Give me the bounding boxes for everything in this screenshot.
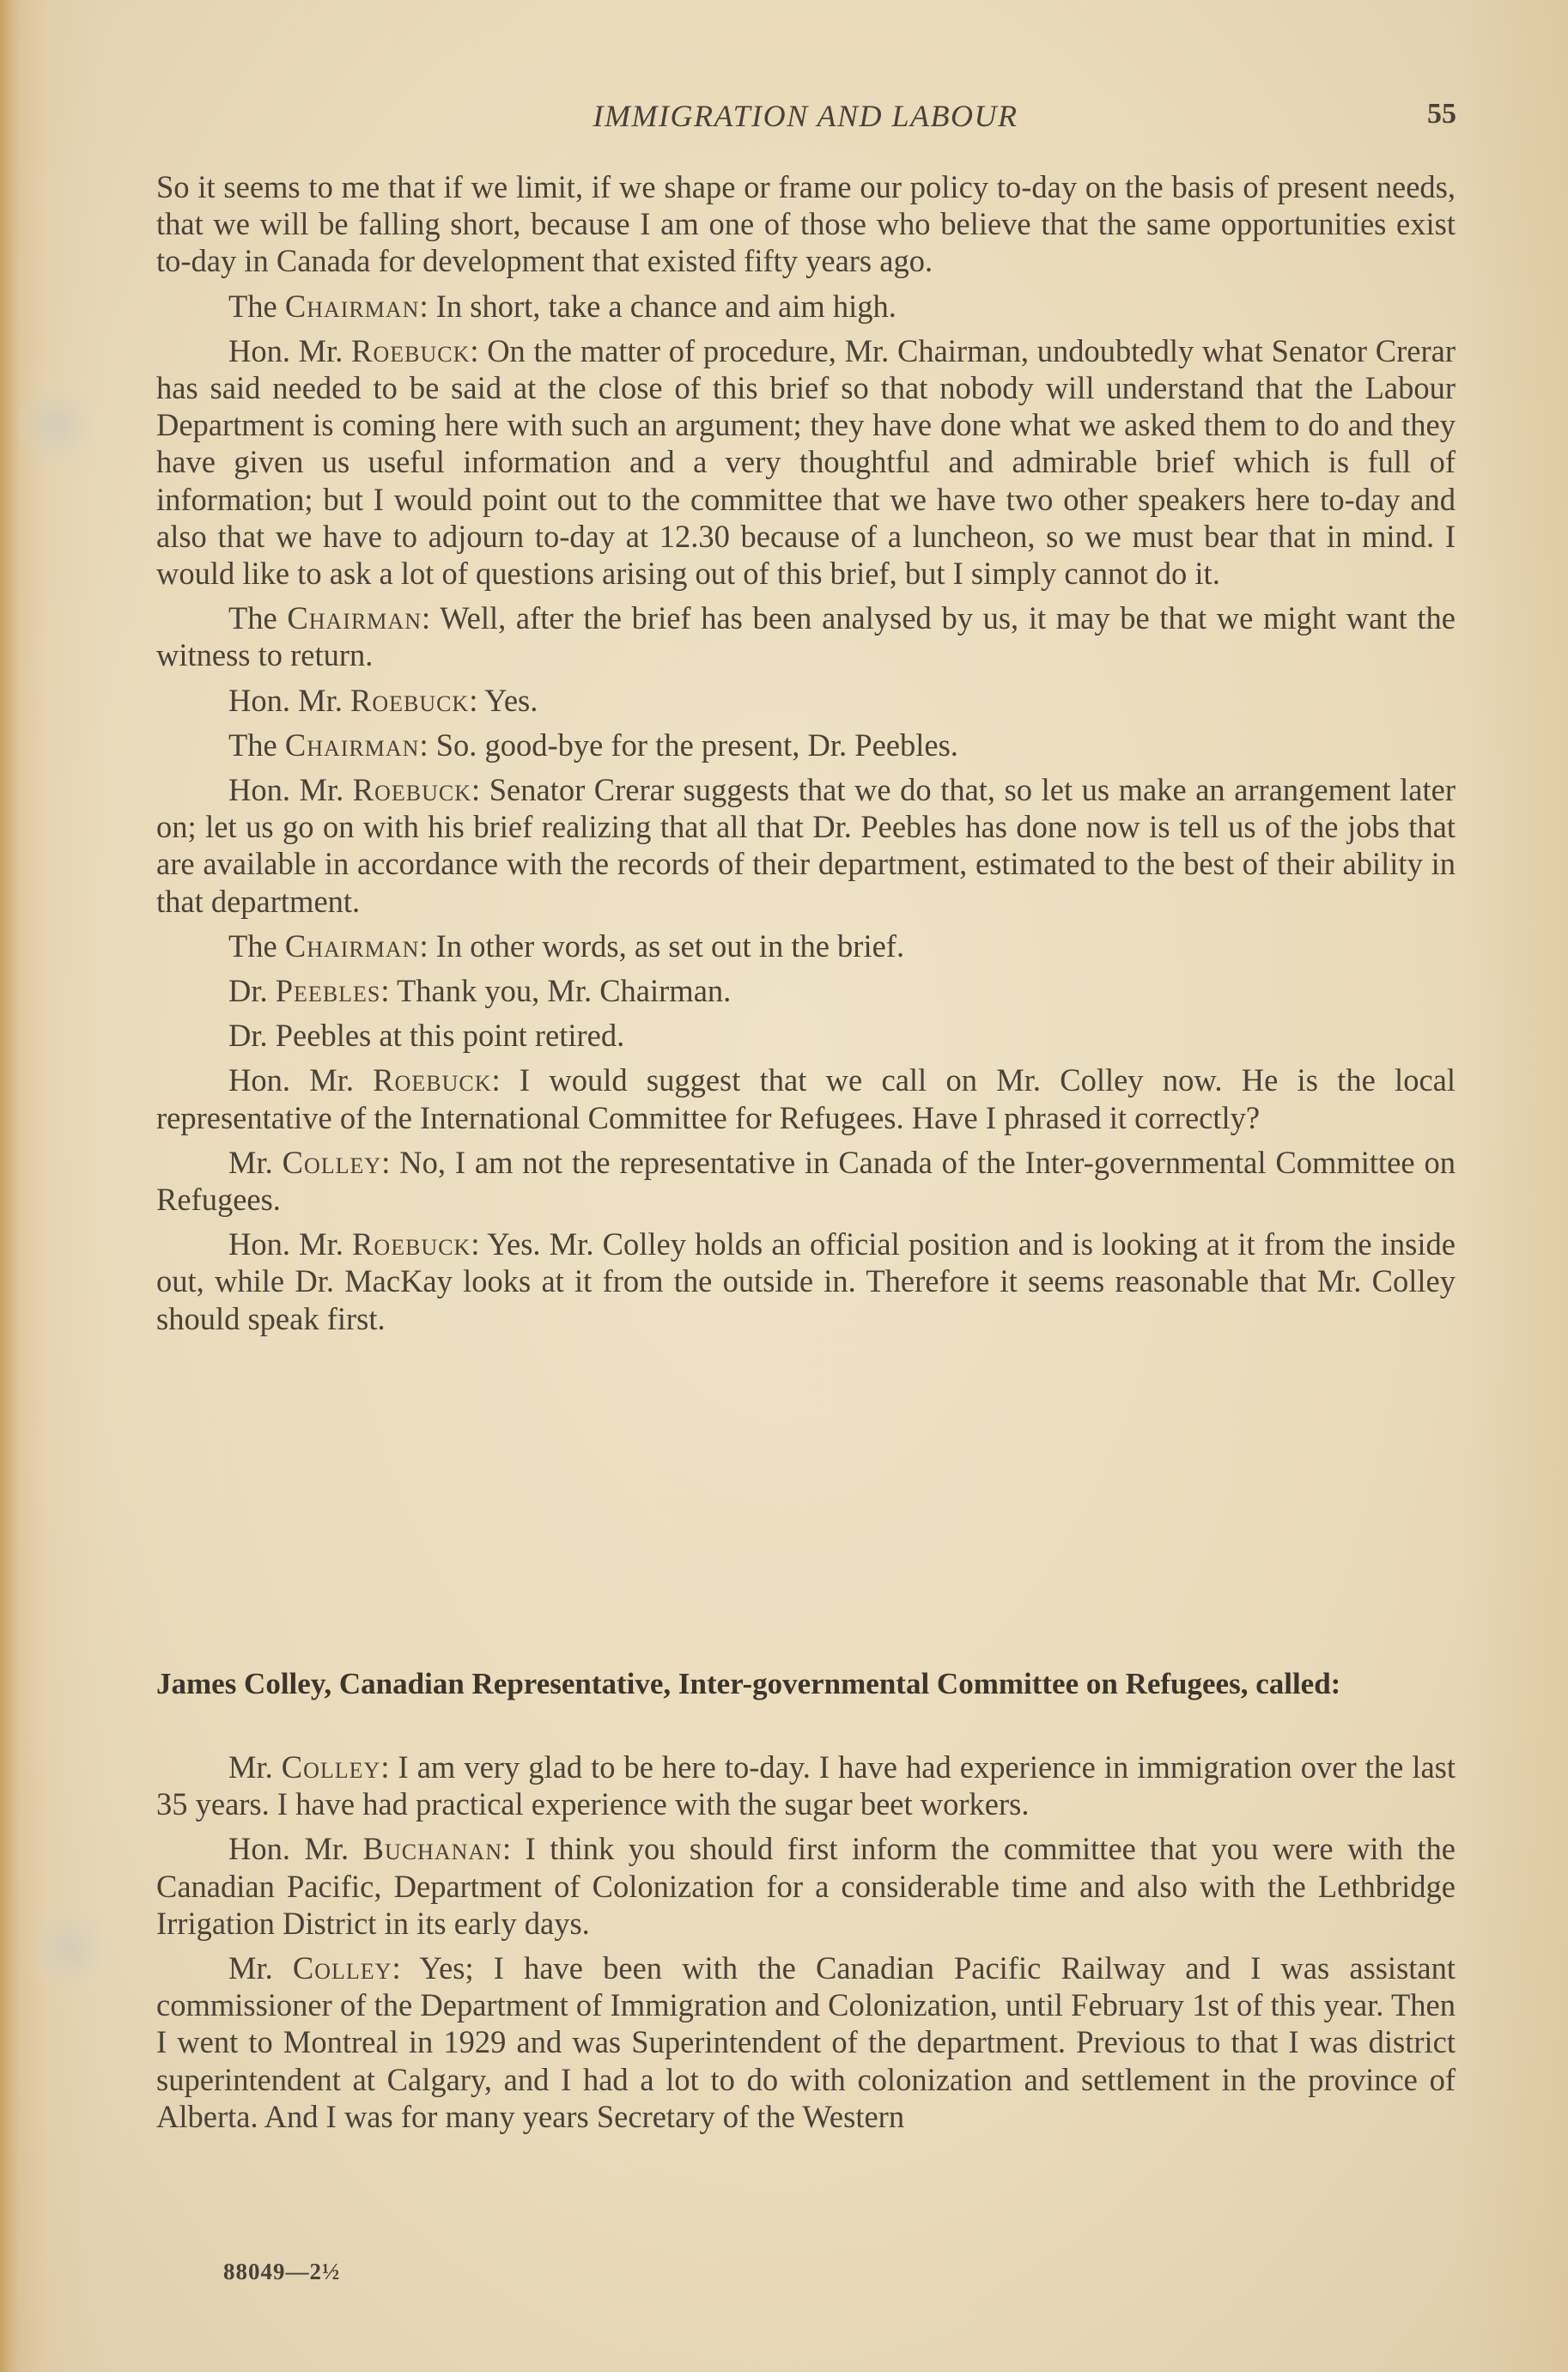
speaker-name: Chairman [284, 288, 420, 324]
speaker-name: Buchanan [362, 1831, 502, 1867]
paper-stain [34, 1898, 103, 2001]
running-head: IMMIGRATION AND LABOUR [593, 99, 1018, 133]
speaker-name: Peebles [275, 973, 381, 1009]
speaker-name: Colley [282, 1144, 382, 1180]
stage-direction: Dr. Peebles at this point retired. [228, 1018, 625, 1054]
paragraph: The Chairman: In other words, as set out in the brief. [228, 928, 905, 964]
paragraph: The Chairman: So. good-bye for the present, Dr. Peebles. [228, 727, 958, 763]
paragraph: Hon. Mr. Roebuck: Yes. [228, 682, 538, 718]
paragraph: Hon. Mr. Roebuck: Yes. Mr. Colley holds an official position and is looking at it from the inside out, while Dr. MacKay looks at it from the outside in. Therefore it seems reasonable that Mr. Colley should speak first. [156, 1226, 1456, 1336]
page-header [155, 98, 1456, 141]
paragraph: Hon. Mr. Roebuck: Senator Crerar suggests that we do that, so let us make an arrangement later on; let us go on with his brief realizing that all that Dr. Peebles has done now is tell us of the jobs that are available in accordance with the records of their department, estimated to the best of their ability in that department. [156, 772, 1456, 919]
speaker-name: Colley [292, 1950, 392, 1986]
paragraph: Mr. Colley: Yes; I have been with the Canadian Pacific Railway and I was assistant commissioner of the Department of Immigration and Colonization, until February 1st of this year. Then I went to Montreal in 1929 and was Superintendent of the department. Previous to that I was district superintendent at Calgary, and I had a lot to do with colonization and settlement in the province of Alberta. And I was for many years Secretary of the Western [156, 1950, 1456, 2134]
paragraph: Hon. Mr. Roebuck: On the matter of procedure, Mr. Chairman, undoubtedly what Senator Crerar has said needed to be said at the close of this brief so that nobody will understand that the Labour Department is coming here with such an argument; they have done what we asked them to do and they have given us useful information and a very thoughtful and admirable brief which is full of information; but I would point out to the committee that we have two other speakers here to-day and also that we have to adjourn to-day at 12.30 because of a luncheon, so we must bear that in mind. I would like to ask a lot of questions arising out of this brief, but I simply cannot do it. [156, 332, 1456, 592]
speaker-name: Roebuck [352, 772, 472, 808]
speaker-name: Roebuck [373, 1062, 492, 1098]
speaker-name: Roebuck [352, 1226, 471, 1262]
paragraph: Dr. Peebles: Thank you, Mr. Chairman. [228, 973, 732, 1009]
speaker-name: Chairman [284, 928, 420, 964]
page-left-edge [0, 0, 19, 2372]
section-heading: James Colley, Canadian Representative, Inter-governmental Committee on Refugees, called: [156, 1667, 1341, 1700]
paper-stain [17, 378, 94, 472]
paragraph: Hon. Mr. Roebuck: I would suggest that we call on Mr. Colley now. He is the local representative of the International Committee for Refugees. Have I phrased it correctly? [156, 1062, 1456, 1135]
speaker-name: Roebuck [351, 332, 471, 368]
speaker-name: Chairman [287, 600, 422, 636]
paragraph: Mr. Colley: No, I am not the representative in Canada of the Inter-governmental Committee on Refugees. [156, 1144, 1456, 1218]
paragraph: The Chairman: Well, after the brief has been analysed by us, it may be that we might want the witness to return. [156, 600, 1456, 673]
page-number: 55 [1427, 98, 1456, 130]
paragraph: The Chairman: In short, take a chance and aim high. [228, 288, 896, 324]
paragraph: Hon. Mr. Buchanan: I think you should first inform the committee that you were with the Canadian Pacific, Department of Colonization for a considerable time and also with the Lethbridge Irrigation District in its early days. [156, 1831, 1456, 1941]
speaker-name: Colley [281, 1749, 381, 1785]
speaker-name: Roebuck [349, 682, 470, 718]
transcript-body [156, 168, 1456, 1337]
printer-signature: 88049—2½ [223, 2259, 341, 2284]
paragraph: Mr. Colley: I am very glad to be here to-day. I have had experience in immigration over the last 35 years. I have had practical experience with the sugar beet workers. [156, 1749, 1456, 1822]
witness-section [156, 1666, 1456, 2135]
paragraph: So it seems to me that if we limit, if we shape or frame our policy to-day on the basis of present needs, that we will be falling short, because I am one of those who believe that the same opportunities exist to-day in Canada for development that existed fifty years ago. [156, 169, 1456, 279]
speaker-name: Chairman [284, 727, 420, 763]
